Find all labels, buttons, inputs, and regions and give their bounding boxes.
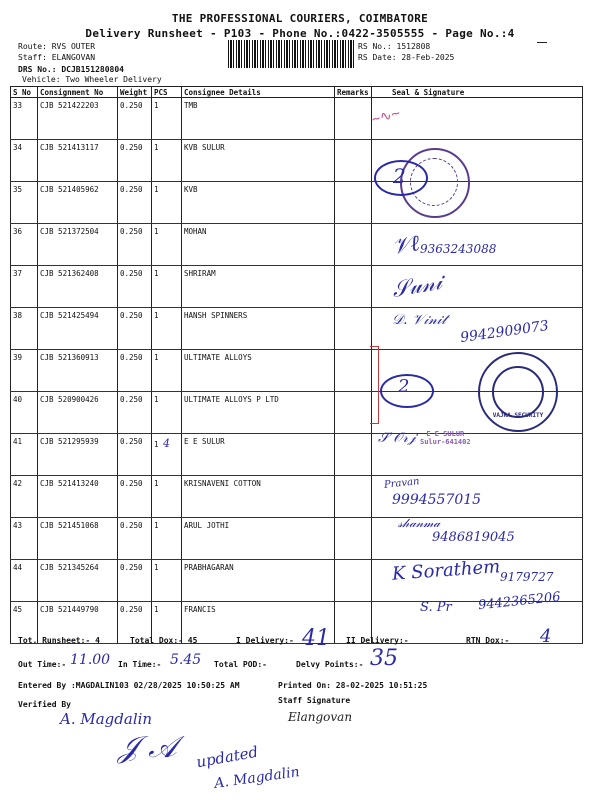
seal-stamp-ee-sulur	[420, 430, 471, 446]
pcs-handwritten-mark: 4	[163, 437, 171, 450]
consignee: SHRIRAM	[182, 266, 335, 308]
remarks	[335, 224, 372, 266]
table-row	[11, 140, 583, 182]
sno: 37	[11, 266, 38, 308]
consignment-no: CJB 521413240	[38, 476, 118, 518]
vehicle: Vehicle: Two Wheeler Delivery	[22, 75, 162, 84]
signature-43: 𝓈𝒽𝒶𝓃𝓂𝒶	[398, 516, 441, 530]
consignee: PRABHAGARAN	[182, 560, 335, 602]
updated-signature: A. Magdalin	[213, 764, 301, 792]
sno: 42	[11, 476, 38, 518]
remarks	[335, 308, 372, 350]
signature-42: Pravan	[383, 476, 421, 491]
updated-note: updated	[194, 742, 260, 772]
out-time: Out Time:-	[18, 660, 67, 669]
sno: 45	[11, 602, 38, 644]
table-row	[11, 434, 583, 476]
pcs: 1	[152, 140, 182, 182]
remarks-mark-35: 2	[393, 164, 406, 188]
phone-note-43: 9486819045	[432, 530, 515, 545]
verified-by: Verified By	[18, 700, 71, 709]
consignment-no: CJB 521372504	[38, 224, 118, 266]
pcs: 1	[152, 308, 182, 350]
seal-vajra-text: VAJRA SECURITY	[492, 412, 544, 419]
remarks	[335, 434, 372, 476]
consignment-no: CJB 521425494	[38, 308, 118, 350]
weight: 0.250	[118, 140, 152, 182]
pcs: 1	[152, 224, 182, 266]
phone-note-42: 9994557015	[392, 492, 482, 508]
consignee: FRANCIS	[182, 602, 335, 644]
seal-ee-line2: Sulur-641402	[420, 438, 471, 446]
rs-date: RS Date: 28-Feb-2025	[358, 53, 455, 62]
rtn-dox-value: 4	[540, 626, 552, 647]
consignment-no: CJB 521295939	[38, 434, 118, 476]
staff-signature-label: Staff Signature	[278, 696, 351, 705]
remarks	[335, 182, 372, 224]
consignment-no: CJB 521451068	[38, 518, 118, 560]
weight: 0.250	[118, 98, 152, 140]
consignee: HANSH SPINNERS	[182, 308, 335, 350]
entered-by: Entered By :MAGDALIN103 02/28/2025 10:50:25 AM	[18, 681, 240, 690]
signature-45: S. Pr	[420, 600, 452, 615]
pcs: 1	[152, 350, 182, 392]
remarks	[335, 140, 372, 182]
weight: 0.250	[118, 182, 152, 224]
ii-delivery: II Delivery:-	[346, 636, 409, 645]
signature-36: 𝒱ℓ	[390, 231, 422, 260]
bracket-39-40	[370, 346, 379, 424]
consignment-no: CJB 521362408	[38, 266, 118, 308]
sno: 36	[11, 224, 38, 266]
col-sno: S No	[11, 87, 38, 98]
sno: 40	[11, 392, 38, 434]
weight: 0.250	[118, 602, 152, 644]
weight: 0.250	[118, 308, 152, 350]
consignee: MOHAN	[182, 224, 335, 266]
weight: 0.250	[118, 392, 152, 434]
initials-scribble: 𝒥 𝒜	[118, 730, 177, 765]
weight: 0.250	[118, 560, 152, 602]
delvy-points: Delvy Points:-	[296, 660, 364, 669]
remarks	[335, 518, 372, 560]
consignee: ULTIMATE ALLOYS P LTD	[182, 392, 335, 434]
phone-note-45: 9442365206	[477, 589, 562, 614]
sno: 43	[11, 518, 38, 560]
consignee: TMB	[182, 98, 335, 140]
delvy-points-value: 35	[370, 646, 398, 671]
total-dox: Total Dox:- 45	[130, 636, 198, 645]
table-row	[11, 224, 583, 266]
verifier-signature: A. Magdalin	[60, 710, 153, 728]
weight: 0.250	[118, 476, 152, 518]
sno: 35	[11, 182, 38, 224]
total-pod: Total POD:-	[214, 660, 267, 669]
pcs	[152, 434, 182, 476]
sno: 38	[11, 308, 38, 350]
table-row	[11, 98, 583, 140]
in-time: In Time:-	[118, 660, 162, 669]
staff-signature: Elangovan	[288, 710, 353, 724]
consignment-no: CJB 520900426	[38, 392, 118, 434]
route: Route: RVS OUTER	[18, 42, 96, 51]
phone-note-44: 9179727	[500, 570, 554, 584]
phone-note-36: 9363243088	[420, 242, 497, 256]
consignment-no: CJB 521422203	[38, 98, 118, 140]
table-row	[11, 476, 583, 518]
weight: 0.250	[118, 224, 152, 266]
weight: 0.250	[118, 350, 152, 392]
col-remarks: Remarks	[335, 87, 372, 98]
staff: Staff: ELANGOVAN	[18, 53, 96, 62]
consignment-no: CJB 521449790	[38, 602, 118, 644]
weight: 0.250	[118, 434, 152, 476]
signature-scribble-33: ~∿~	[369, 105, 402, 129]
sno: 41	[11, 434, 38, 476]
pcs: 1	[152, 602, 182, 644]
remarks	[335, 350, 372, 392]
weight: 0.250	[118, 266, 152, 308]
table-row	[11, 182, 583, 224]
table-header-row	[11, 87, 583, 98]
rtn-dox: RTN Dox:-	[466, 636, 510, 645]
signature-44: K Sorathem	[391, 556, 501, 585]
consignment-no: CJB 521345264	[38, 560, 118, 602]
corner-dash	[537, 42, 547, 43]
consignment-no: CJB 521360913	[38, 350, 118, 392]
seal-ee-line1: E E SULUR	[426, 430, 465, 438]
runsheet-subtitle: Delivery Runsheet - P103 - Phone No.:0422-3505555 - Page No.:4	[85, 27, 515, 40]
consignee: E E SULUR	[182, 434, 335, 476]
weight: 0.250	[118, 518, 152, 560]
remarks	[335, 560, 372, 602]
consignment-no: CJB 521413117	[38, 140, 118, 182]
rs-number: RS No.: 1512808	[358, 42, 431, 51]
drs-number: DRS No.: DCJB151280804	[18, 65, 124, 74]
barcode	[228, 40, 356, 68]
col-seal: Seal & Signature	[372, 87, 583, 98]
sno: 33	[11, 98, 38, 140]
pcs-value: 1	[154, 440, 159, 449]
signature-37: 𝒮𝓊𝓃𝒾	[390, 269, 444, 304]
i-delivery-value: 41	[302, 626, 330, 651]
printed-on: Printed On: 28-02-2025 10:51:25	[278, 681, 428, 690]
pcs: 1	[152, 182, 182, 224]
col-pcs: PCS	[152, 87, 182, 98]
sno: 44	[11, 560, 38, 602]
consignee: ARUL JOTHI	[182, 518, 335, 560]
col-consignment: Consignment No	[38, 87, 118, 98]
pcs: 1	[152, 560, 182, 602]
sno: 34	[11, 140, 38, 182]
pcs: 1	[152, 518, 182, 560]
remarks	[335, 98, 372, 140]
consignee: KVB SULUR	[182, 140, 335, 182]
pcs: 1	[152, 266, 182, 308]
pcs: 1	[152, 98, 182, 140]
sno: 39	[11, 350, 38, 392]
i-delivery: I Delivery:-	[236, 636, 294, 645]
col-weight: Weight	[118, 87, 152, 98]
consignee: KVB	[182, 182, 335, 224]
remarks	[335, 476, 372, 518]
pcs: 1	[152, 392, 182, 434]
consignee: ULTIMATE ALLOYS	[182, 350, 335, 392]
col-consignee: Consignee Details	[182, 87, 335, 98]
phone-note-38: 9942909073	[459, 317, 550, 347]
signature-38: 𝒟. 𝒱𝒾𝓃𝒾𝓉	[392, 312, 447, 328]
seal-stamp-vajra	[478, 352, 558, 432]
remarks	[335, 392, 372, 434]
table-row	[11, 266, 583, 308]
remarks-mark-40: 2	[398, 376, 410, 397]
company-title: THE PROFESSIONAL COURIERS, COIMBATORE	[171, 12, 429, 25]
tot-runsheet: Tot. Runsheet:- 4	[18, 636, 100, 645]
consignment-no: CJB 521405962	[38, 182, 118, 224]
remarks	[335, 266, 372, 308]
out-time-value: 11.00	[70, 652, 111, 668]
signature-41: 𝒮 𝒪𝓇𝒿	[378, 430, 416, 446]
consignee: KRISNAVENI COTTON	[182, 476, 335, 518]
in-time-value: 5.45	[170, 652, 202, 668]
pcs: 1	[152, 476, 182, 518]
